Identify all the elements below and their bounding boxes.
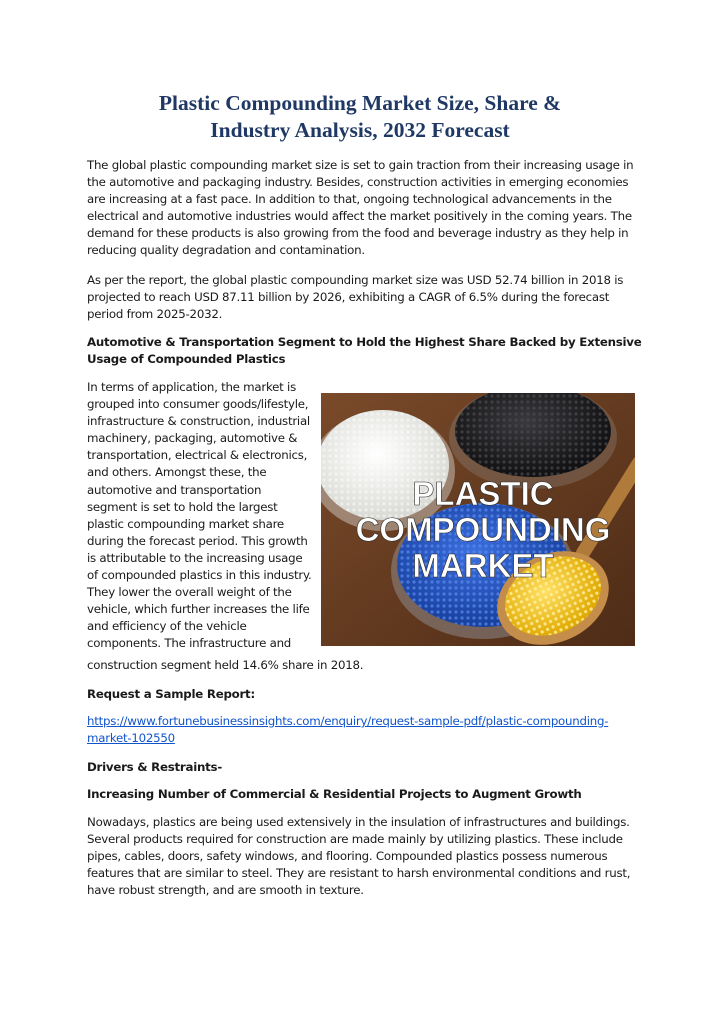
segment-heading: Automotive & Transportation Segment to Hold the Highest Share Backed by Extensive Usage of Compounded Plastics xyxy=(87,335,642,367)
growth-heading: Increasing Number of Commercial & Residential Projects to Augment Growth xyxy=(87,787,582,801)
sample-report-heading: Request a Sample Report: xyxy=(87,687,255,701)
sample-report-link[interactable]: https://www.fortunebusinessinsights.com/enquiry/request-sample-pdf/plastic-compounding-market-102550 xyxy=(87,714,609,746)
growth-paragraph: Nowadays, plastics are being used extensively in the insulation of infrastructures and buildings. Several products required for construction are made mainly by utilizing plastics. These include pipes, cables, doors, safety windows, and flooring. Compounded plastics possess numerous features that are similar to steel. They are resistant to harsh environmental conditions and rust, have robust strength, and are smooth in texture. xyxy=(87,815,631,898)
image-text-line-1: PLASTIC xyxy=(412,475,554,512)
drivers-heading: Drivers & Restraints- xyxy=(87,760,222,774)
segment-paragraph-end: construction segment held 14.6% share in 2018. xyxy=(87,658,364,672)
segment-paragraph: In terms of application, the market is grouped into consumer goods/lifestyle, infrastructure & construction, industrial machinery, packaging, automotive & transportation, electrical & electronics, and others. Amongst these, the automotive and transportation segment is set to hold the largest plastic compounding market share during the forecast period. This growth is attributable to the increasing usage of compounded plastics in this industry. They lower the overall weight of the vehicle, which further increases the life and efficiency of the vehicle components. The infrastructure and xyxy=(87,380,312,651)
image-text-line-3: MARKET xyxy=(412,547,554,584)
image-text-line-2: COMPOUNDING xyxy=(355,511,611,548)
title-line-1: Plastic Compounding Market Size, Share & xyxy=(158,91,562,115)
page-title xyxy=(60,90,660,144)
title-line-2: Industry Analysis, 2032 Forecast xyxy=(210,118,510,142)
plastic-compounding-market-image xyxy=(321,393,635,646)
report-paragraph: As per the report, the global plastic compounding market size was USD 52.74 billion in 2018 is projected to reach USD 87.11 billion by 2026, exhibiting a CAGR of 6.5% during the forecast period from 2025-2032. xyxy=(87,273,624,322)
intro-paragraph: The global plastic compounding market size is set to gain traction from their increasing usage in the automotive and packaging industry. Besides, construction activities in emerging economies are increasing at a fast pace. In addition to that, ongoing technological advancements in the electrical and automotive industries would affect the market positively in the coming years. The demand for these products is also growing from the food and beverage industry as they help in reducing quality degradation and contamination. xyxy=(87,158,634,258)
sample-report-paragraph xyxy=(87,713,647,747)
